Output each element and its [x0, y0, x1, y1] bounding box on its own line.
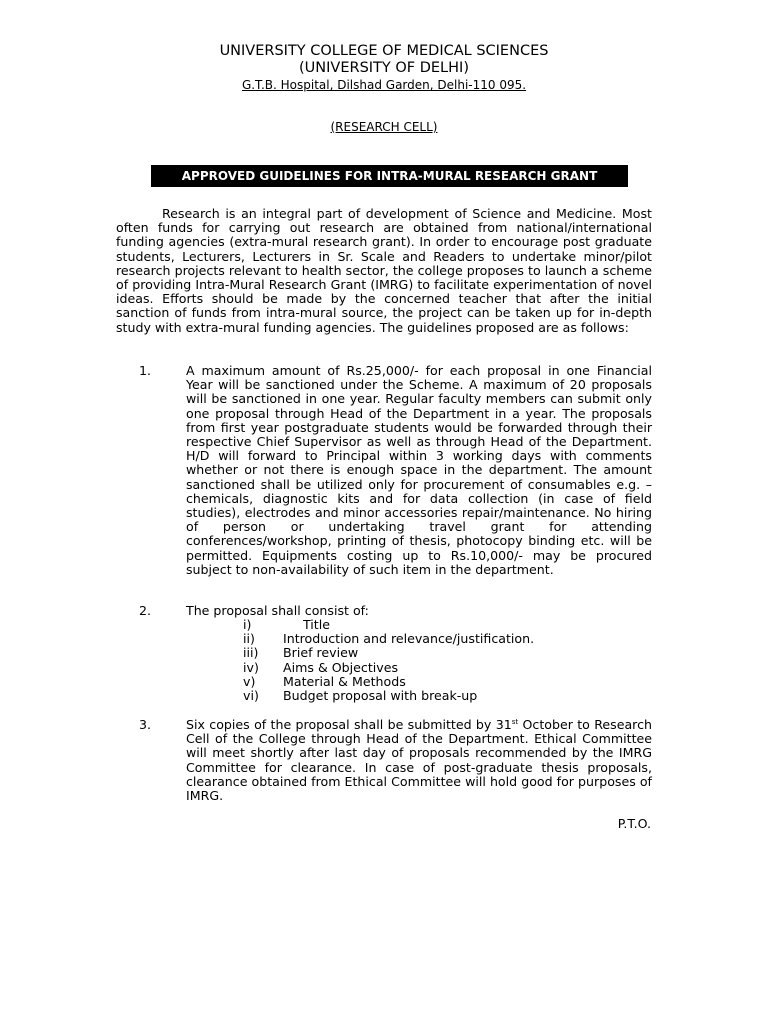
item-1-text: A maximum amount of Rs.25,000/- for each proposal in one Financial Year will be sanctioned under the Scheme. A maximum of 20 proposals will be sanctioned in one year. Regular faculty members can submit only one proposal through Head of the Department in a year. The proposals from first year postgraduate students would be forwarded through their respective Chief Supervisor as well as through Head of the Department. H/D will forward to Principal within 3 working days with comments whether or not there is enough space in the department. The amount sanctioned shall be utilized only for procurement of consumables e.g. – chemicals, diagnostic kits and for data collection (in case of field studies), electrodes and minor accessories repair/maintenance. No hiring of person or undertaking travel grant for attending conferences/workshop, printing of thesis, photocopy binding etc. will be permitted. Equipments costing up to Rs.10,000/- may be procured subject to non-availability of such item in the department. [186, 363, 652, 577]
please-turn-over: P.T.O. [617, 816, 651, 831]
superscript-st: st [511, 717, 519, 726]
item-1-number: 1. [139, 363, 152, 378]
guidelines-title: APPROVED GUIDELINES FOR INTRA-MURAL RESEARCH GRANT [181, 169, 598, 183]
list-item: i) Title [243, 617, 330, 632]
list-item: ii) Introduction and relevance/justification. [243, 631, 535, 647]
intro-paragraph [116, 207, 652, 335]
college-name: UNIVERSITY COLLEGE OF MEDICAL SCIENCES [219, 43, 549, 59]
list-item: iv) Aims & Objectives [243, 659, 399, 675]
list-item: iii) Brief review [243, 645, 359, 661]
list-item: vi) Budget proposal with break-up [243, 687, 478, 703]
item-3-text: Six copies of the proposal shall be submitted by 31st October to Research Cell of the College through Head of the Department. Ethical Committee will meet shortly after last day of proposals recommended by the IMRG Committee for clearance. In case of post-graduate thesis proposals, clearance obtained from Ethical Committee will hold good for purposes of IMRG. [186, 717, 652, 804]
item-3-number: 3. [139, 717, 152, 732]
address-line: G.T.B. Hospital, Dilshad Garden, Delhi-110 095. [241, 78, 527, 92]
list-item: v) Material & Methods [243, 673, 406, 689]
item-2-text: The proposal shall consist of: [186, 603, 369, 618]
university-name: (UNIVERSITY OF DELHI) [299, 60, 469, 76]
research-cell-heading: (RESEARCH CELL) [330, 120, 438, 134]
proposal-components-list [243, 618, 534, 703]
item-2-number: 2. [139, 603, 152, 618]
intro-text: Research is an integral part of development of Science and Medicine. Most often funds for carrying out research are obtained from national/international funding agencies (extra-mural research grant). In order to encourage post graduate students, Lecturers, Lecturers in Sr. Scale and Readers to undertake minor/pilot research projects relevant to health sector, the college proposes to launch a scheme of providing Intra-Mural Research Grant (IMRG) to facilitate experimentation of novel ideas. Efforts should be made by the concerned teacher that after the initial sanction of funds from intra-mural source, the project can be taken up for in-depth study with extra-mural funding agencies. The guidelines proposed are as follows: [116, 206, 652, 335]
guidelines-title-banner [151, 165, 628, 187]
